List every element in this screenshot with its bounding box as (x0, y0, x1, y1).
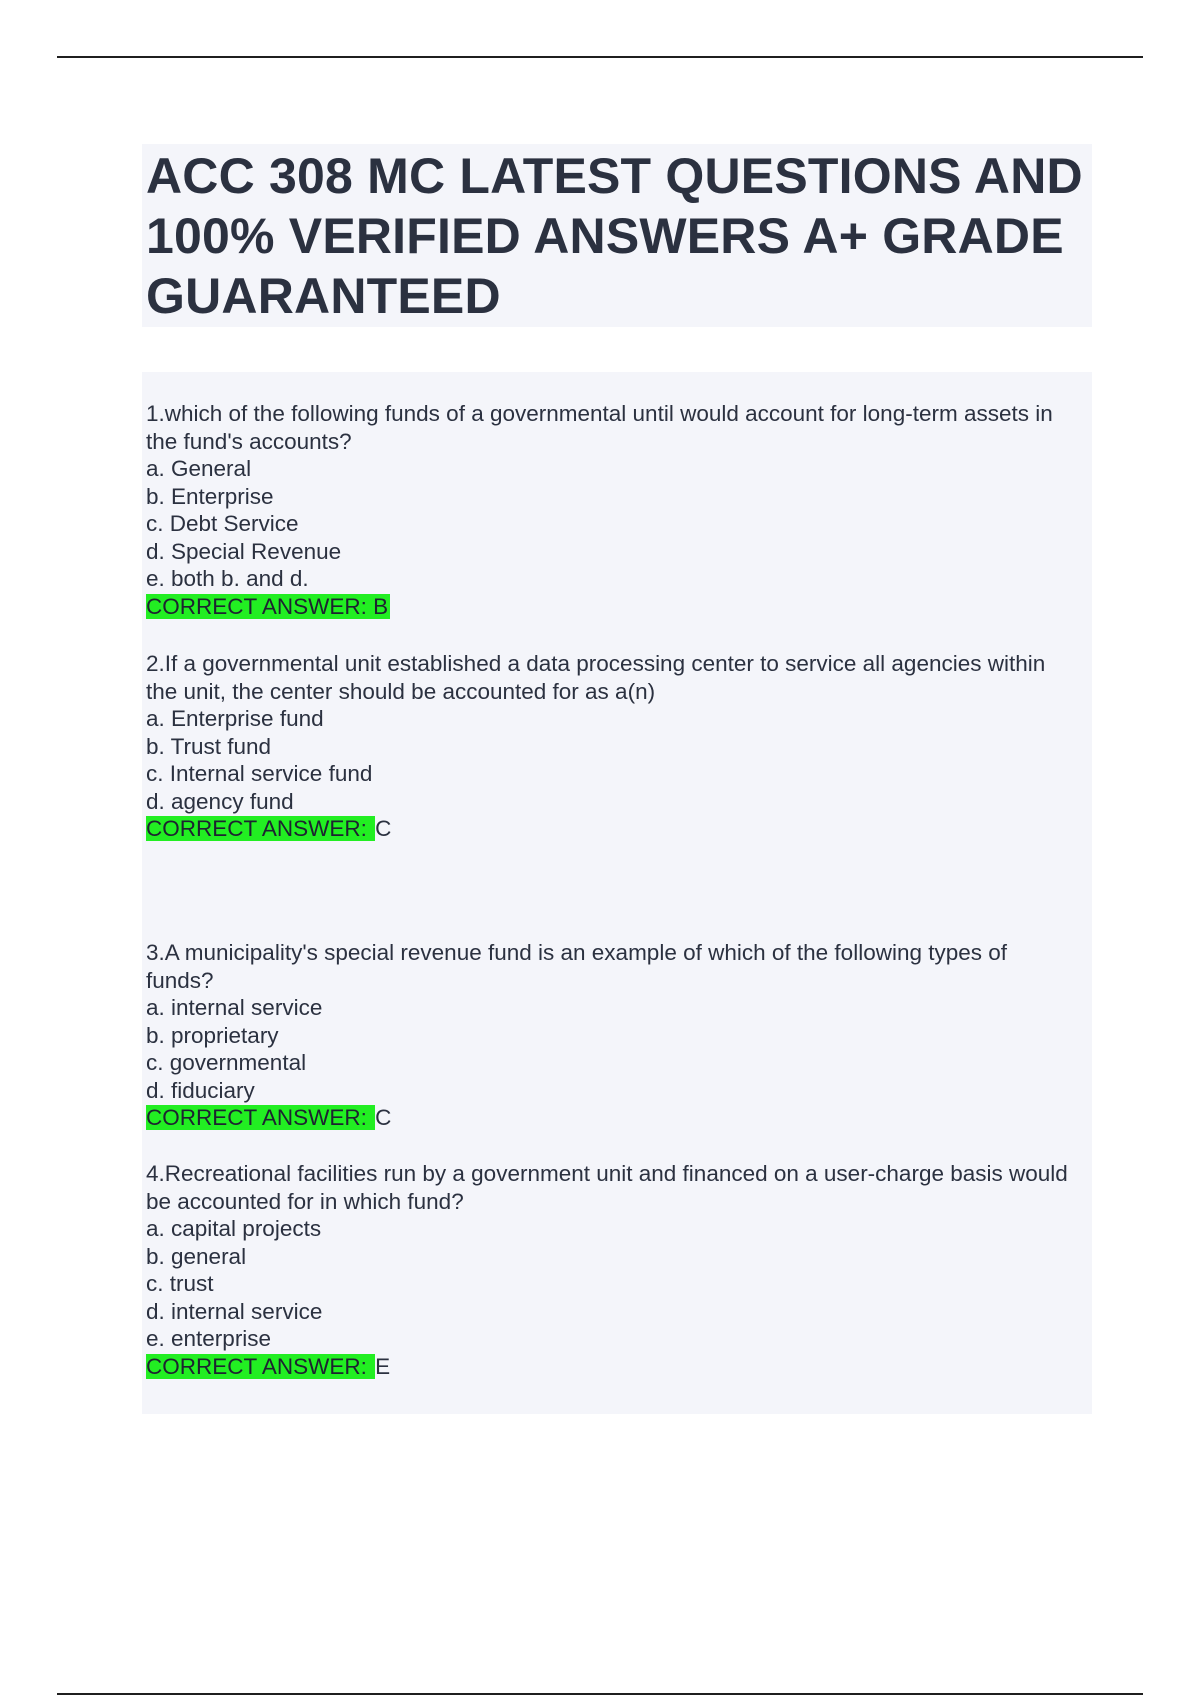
question-item (146, 939, 1076, 1132)
answer-option: c. trust (146, 1271, 214, 1296)
question-stem: 1.which of the following funds of a governmental until would account for long-term assets in the fund's accounts? (146, 401, 1053, 454)
correct-answer-line (146, 593, 1076, 621)
title-panel (142, 144, 1092, 327)
correct-answer-line (146, 815, 1076, 843)
answer-option: d. fiduciary (146, 1077, 255, 1103)
answer-option: b. general (146, 1243, 247, 1269)
question-item (146, 400, 1076, 620)
correct-answer-highlight: CORRECT ANSWER: (146, 1353, 374, 1379)
correct-answer-line (146, 1353, 1076, 1381)
question-item (146, 650, 1076, 843)
document-title: ACC 308 MC LATEST QUESTIONS AND 100% VERIFIED ANSWERS A+ GRADE GUARANTEED (146, 148, 1083, 324)
answer-option: b. Trust fund (146, 733, 272, 759)
answer-option: d. internal service (146, 1298, 323, 1324)
questions-panel (142, 372, 1092, 1414)
correct-answer-highlight: CORRECT ANSWER: (146, 1105, 374, 1130)
answer-option: d. Special Revenue (146, 538, 342, 564)
correct-answer-highlight: CORRECT ANSWER: (146, 816, 374, 841)
question-stem: 2.If a governmental unit established a data processing center to service all agencies within the unit, the center should be accounted for as a(n) (146, 651, 1046, 704)
answer-option: c. Internal service fund (146, 761, 373, 786)
correct-answer-letter: E (375, 1353, 391, 1379)
bottom-rule (57, 1693, 1143, 1695)
question-stem: 4.Recreational facilities run by a government unit and financed on a user-charge basis would be accounted for in which fund? (146, 1161, 1068, 1214)
answer-option: e. enterprise (146, 1326, 272, 1351)
correct-answer-highlight: CORRECT ANSWER: B (146, 593, 389, 619)
answer-option: a. internal service (146, 995, 323, 1020)
correct-answer-letter: C (375, 1105, 392, 1130)
answer-option: b. Enterprise (146, 483, 274, 509)
answer-option: c. governmental (146, 1050, 307, 1075)
correct-answer-line (146, 1104, 1076, 1132)
answer-option: d. agency fund (146, 788, 294, 814)
question-item (146, 1160, 1076, 1380)
answer-option: b. proprietary (146, 1022, 279, 1048)
answer-option: a. capital projects (146, 1216, 322, 1241)
correct-answer-letter: C (375, 816, 392, 841)
answer-option: e. both b. and d. (146, 566, 309, 591)
answer-option: a. General (146, 456, 252, 481)
question-stem: 3.A municipality's special revenue fund is an example of which of the following types of funds? (146, 940, 1008, 993)
top-rule (57, 56, 1143, 58)
answer-option: a. Enterprise fund (146, 706, 324, 731)
answer-option: c. Debt Service (146, 511, 299, 536)
